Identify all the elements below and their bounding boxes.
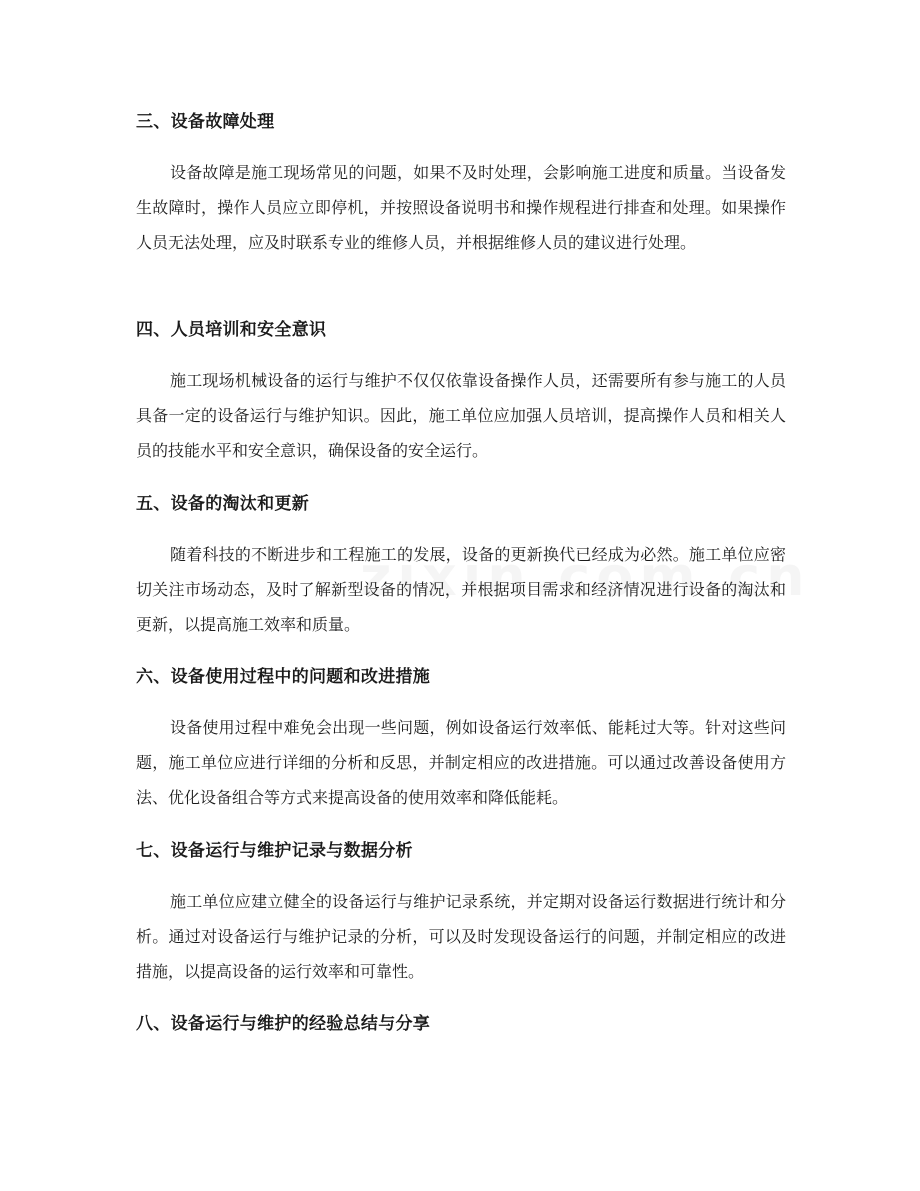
section-heading: 三、设备故障处理 [136,112,275,132]
section-heading: 八、设备运行与维护的经验总结与分享 [136,1014,431,1034]
section-7 [136,839,786,989]
section-heading: 六、设备使用过程中的问题和改进措施 [136,667,431,687]
section-heading: 四、人员培训和安全意识 [136,320,327,340]
section-6 [136,665,786,815]
section-paragraph: 设备使用过程中难免会出现一些问题，例如设备运行效率低、能耗过大等。针对这些问题，施工单位应进行详细的分析和反思，并制定相应的改进措施。可以通过改善设备使用方法、优化设备组合等方式来提高设备的使用效率和降低能耗。 [136,718,786,807]
section-8 [136,1012,786,1036]
section-5 [136,492,786,642]
section-heading: 五、设备的淘汰和更新 [136,494,309,514]
section-heading: 七、设备运行与维护记录与数据分析 [136,841,413,861]
section-4 [136,318,786,468]
section-paragraph: 施工单位应建立健全的设备运行与维护记录系统，并定期对设备运行数据进行统计和分析。通过对设备运行与维护记录的分析，可以及时发现设备运行的问题，并制定相应的改进措施，以提高设备的运行效率和可靠性。 [136,892,786,981]
section-paragraph: 随着科技的不断进步和工程施工的发展，设备的更新换代已经成为必然。施工单位应密切关注市场动态，及时了解新型设备的情况，并根据项目需求和经济情况进行设备的淘汰和更新，以提高施工效率和质量。 [136,545,786,634]
section-paragraph: 施工现场机械设备的运行与维护不仅仅依靠设备操作人员，还需要所有参与施工的人员具备一定的设备运行与维护知识。因此，施工单位应加强人员培训，提高操作人员和相关人员的技能水平和安全意识，确保设备的安全运行。 [136,371,786,460]
section-3 [136,110,786,260]
section-paragraph: 设备故障是施工现场常见的问题，如果不及时处理，会影响施工进度和质量。当设备发生故障时，操作人员应立即停机，并按照设备说明书和操作规程进行排查和处理。如果操作人员无法处理，应及时联系专业的维修人员，并根据维修人员的建议进行处理。 [136,163,786,252]
